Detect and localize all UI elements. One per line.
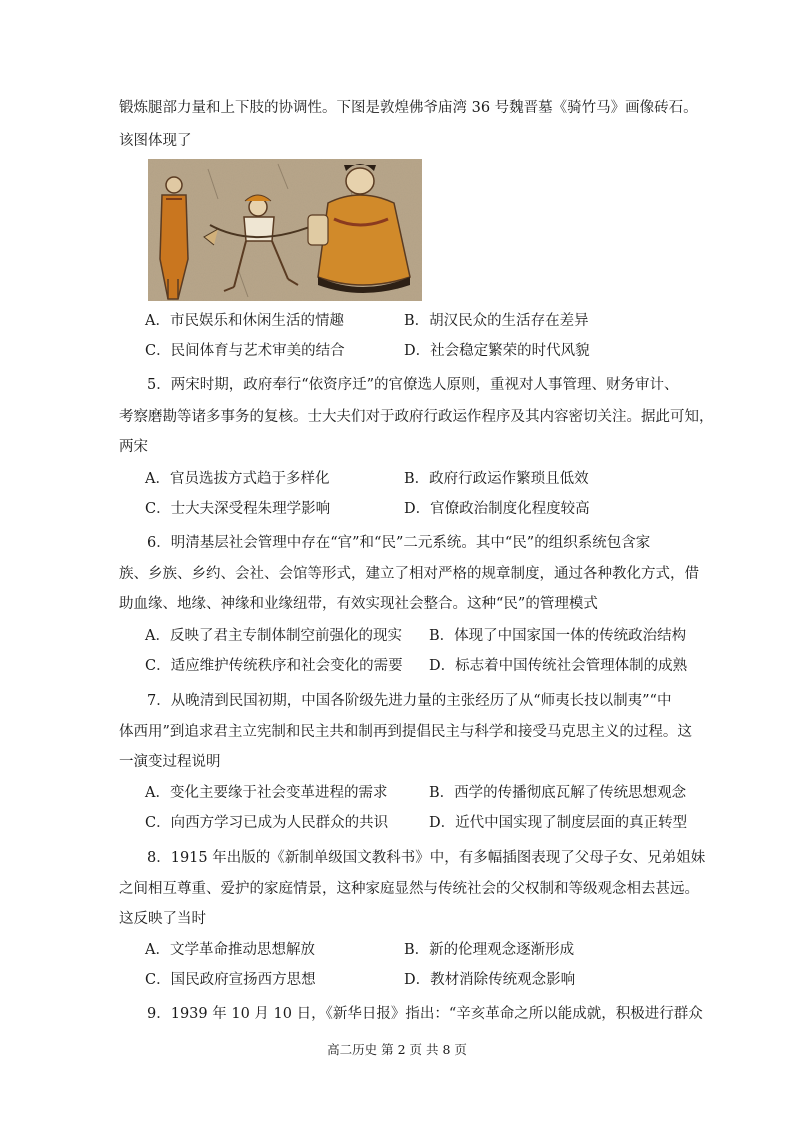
q6-option-c: C．适应维护传统秩序和社会变化的需要 — [145, 658, 403, 674]
q5-option-d: D．官僚政治制度化程度较高 — [404, 501, 590, 517]
q6-option-d: D．标志着中国传统社会管理体制的成熟 — [429, 658, 688, 674]
q8-option-c: C．国民政府宣扬西方思想 — [145, 972, 316, 988]
q8-option-a: A．文学革命推动思想解放 — [145, 942, 315, 958]
q6-stem-line-2: 族、乡族、乡约、会社、会馆等形式，建立了相对严格的规章制度，通过各种教化方式，借 — [119, 566, 699, 582]
riding-bamboo-horse-brick-image — [148, 159, 422, 301]
q5-stem-line-3: 两宋 — [119, 439, 148, 455]
q7-option-d: D．近代中国实现了制度层面的真正转型 — [429, 815, 688, 831]
q7-option-c: C．向西方学习已成为人民群众的共识 — [145, 815, 389, 831]
q4-option-c: C．民间体育与艺术审美的结合 — [145, 343, 345, 359]
q7-stem-line-1: 7．从晚清到民国初期，中国各阶级先进力量的主张经历了从“师夷长技以制夷”“中 — [147, 693, 672, 709]
q7-option-b: B．西学的传播彻底瓦解了传统思想观念 — [429, 785, 687, 801]
q4-option-b: B．胡汉民众的生活存在差异 — [404, 313, 589, 329]
q8-option-b: B．新的伦理观念逐渐形成 — [404, 942, 575, 958]
q4-option-d: D．社会稳定繁荣的时代风貌 — [404, 343, 590, 359]
q8-option-d: D．教材消除传统观念影响 — [404, 972, 576, 988]
q5-stem-line-1: 5．两宋时期，政府奉行“依资序迁”的官僚选人原则，重视对人事管理、财务审计、 — [147, 377, 679, 393]
q7-stem-line-2: 体西用”到追求君主立宪制和民主共和制再到提倡民主与科学和接受马克思主义的过程。这 — [119, 724, 692, 740]
q5-option-a: A．官员选拔方式趋于多样化 — [145, 471, 330, 487]
q8-stem-line-3: 这反映了当时 — [119, 911, 206, 927]
q7-option-a: A．变化主要缘于社会变革进程的需求 — [145, 785, 388, 801]
q5-option-b: B．政府行政运作繁琐且低效 — [404, 471, 589, 487]
q4-option-a: A．市民娱乐和休闲生活的情趣 — [145, 313, 344, 329]
q9-stem-line-1: 9．1939 年 10 月 10 日，《新华日报》指出：“辛亥革命之所以能成就，积极进行群众 — [147, 1006, 703, 1022]
q5-stem-line-2: 考察磨勘等诸多事务的复核。士大夫们对于政府行政运作程序及其内容密切关注。据此可知， — [119, 409, 714, 425]
q6-stem-line-1: 6．明清基层社会管理中存在“官”和“民”二元系统。其中“民”的组织系统包含家 — [147, 535, 651, 551]
intro-line-2: 该图体现了 — [119, 133, 192, 149]
q8-stem-line-1: 8．1915 年出版的《新制单级国文教科书》中，有多幅插图表现了父母子女、兄弟姐妹 — [147, 850, 706, 866]
page-footer: 高二历史 第 2 页 共 8 页 — [327, 1042, 467, 1057]
q8-stem-line-2: 之间相互尊重、爱护的家庭情景，这种家庭显然与传统社会的父权制和等级观念相去甚远。 — [119, 881, 699, 897]
q6-option-a: A．反映了君主专制体制空前强化的现实 — [145, 628, 402, 644]
q6-stem-line-3: 助血缘、地缘、神缘和业缘纽带，有效实现社会整合。这种“民”的管理模式 — [119, 596, 598, 612]
q5-option-c: C．士大夫深受程朱理学影响 — [145, 501, 331, 517]
intro-line-1: 锻炼腿部力量和上下肢的协调性。下图是敦煌佛爷庙湾 36 号魏晋墓《骑竹马》画像砖石。 — [119, 100, 698, 116]
q6-option-b: B．体现了中国家国一体的传统政治结构 — [429, 628, 687, 644]
q7-stem-line-3: 一演变过程说明 — [119, 754, 221, 770]
